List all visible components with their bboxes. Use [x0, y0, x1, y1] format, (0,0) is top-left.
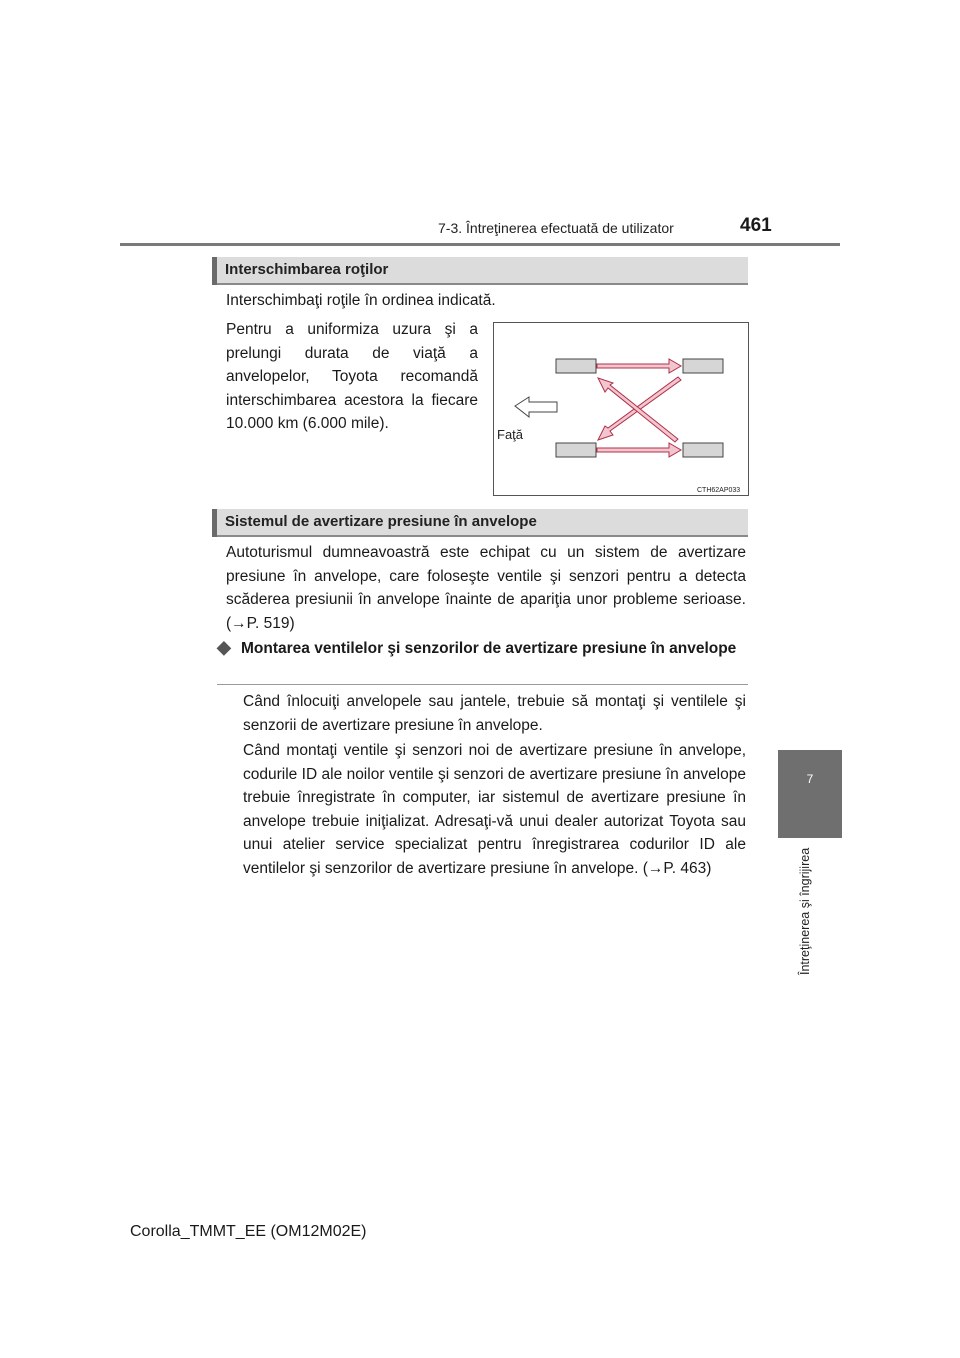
arrow-front-left-to-right	[597, 359, 681, 373]
tire-rear-left	[556, 443, 596, 457]
section-heading-tire-rotation	[212, 257, 748, 285]
tire-rotation-intro: Interschimbaţi roţile în ordinea indicată.	[226, 292, 496, 309]
subsection-para-1: Când înlocuiţi anvelopele sau jantele, trebuie să montaţi şi ventilele şi senzorii de avertizare presiune în anvelope.	[243, 693, 746, 734]
footer-model-code: Corolla_TMMT_EE (OM12M02E)	[130, 1223, 367, 1240]
subsection-rule	[217, 684, 748, 685]
front-direction-arrow	[515, 397, 557, 417]
chapter-number: 7	[806, 772, 814, 786]
page-number: 461	[740, 215, 772, 236]
section-heading-text: Sistemul de avertizare presiune în anvelope	[225, 513, 537, 530]
front-label: Faţă	[497, 427, 524, 442]
tire-rotation-diagram	[493, 322, 749, 496]
chapter-tab	[778, 750, 842, 838]
subsection-heading-text: Montarea ventilelor şi senzorilor de avertizare presiune în anvelope	[241, 640, 737, 657]
chapter-label: Întreţinerea şi îngrijirea	[798, 847, 812, 975]
diamond-bullet-icon: ◆	[217, 637, 231, 657]
tire-rotation-body: Pentru a uniformiza uzura şi a prelungi durata de viaţă a anvelopelor, Toyota recomandă interschimbarea acestora la fiecare 10.000 km (6.000 mile).	[226, 321, 478, 432]
figure-code: CTH62AP033	[697, 487, 741, 494]
section-heading-tpms	[212, 509, 748, 537]
section-heading-text: Interschimbarea roţilor	[225, 261, 389, 278]
tire-front-right	[683, 359, 723, 373]
rotation-diagram-svg	[493, 322, 749, 496]
arrow-rear-left-to-right	[597, 443, 681, 457]
subsection-para-2: Când montaţi ventile şi senzori noi de avertizare presiune în anvelope, codurile ID ale noilor ventile şi senzori de avertizare presiune în anvelope trebuie înregistrate în computer, iar sistemul de avertizare presiune în anvelope trebuie iniţializat. Adresaţi-vă unui dealer autorizat Toyota sau unui atelier service specializat pentru înregistrarea codurilor ID ale ventilelor şi senzorilor de avertizare presiune în anvelope. (→P. 463)	[243, 742, 746, 877]
tire-rear-right	[683, 443, 723, 457]
header-rule	[120, 243, 840, 246]
running-header-title: 7-3. Întreţinerea efectuată de utilizator	[438, 220, 674, 236]
tpms-body: Autoturismul dumneavoastră este echipat cu un sistem de avertizare presiune în anvelope, care foloseşte ventile şi senzori pentru a detecta scăderea presiunii în anvelope înainte de apariţia unor probleme serioase. (→P. 519)	[226, 544, 746, 632]
subsection-heading	[217, 637, 747, 660]
tire-front-left	[556, 359, 596, 373]
